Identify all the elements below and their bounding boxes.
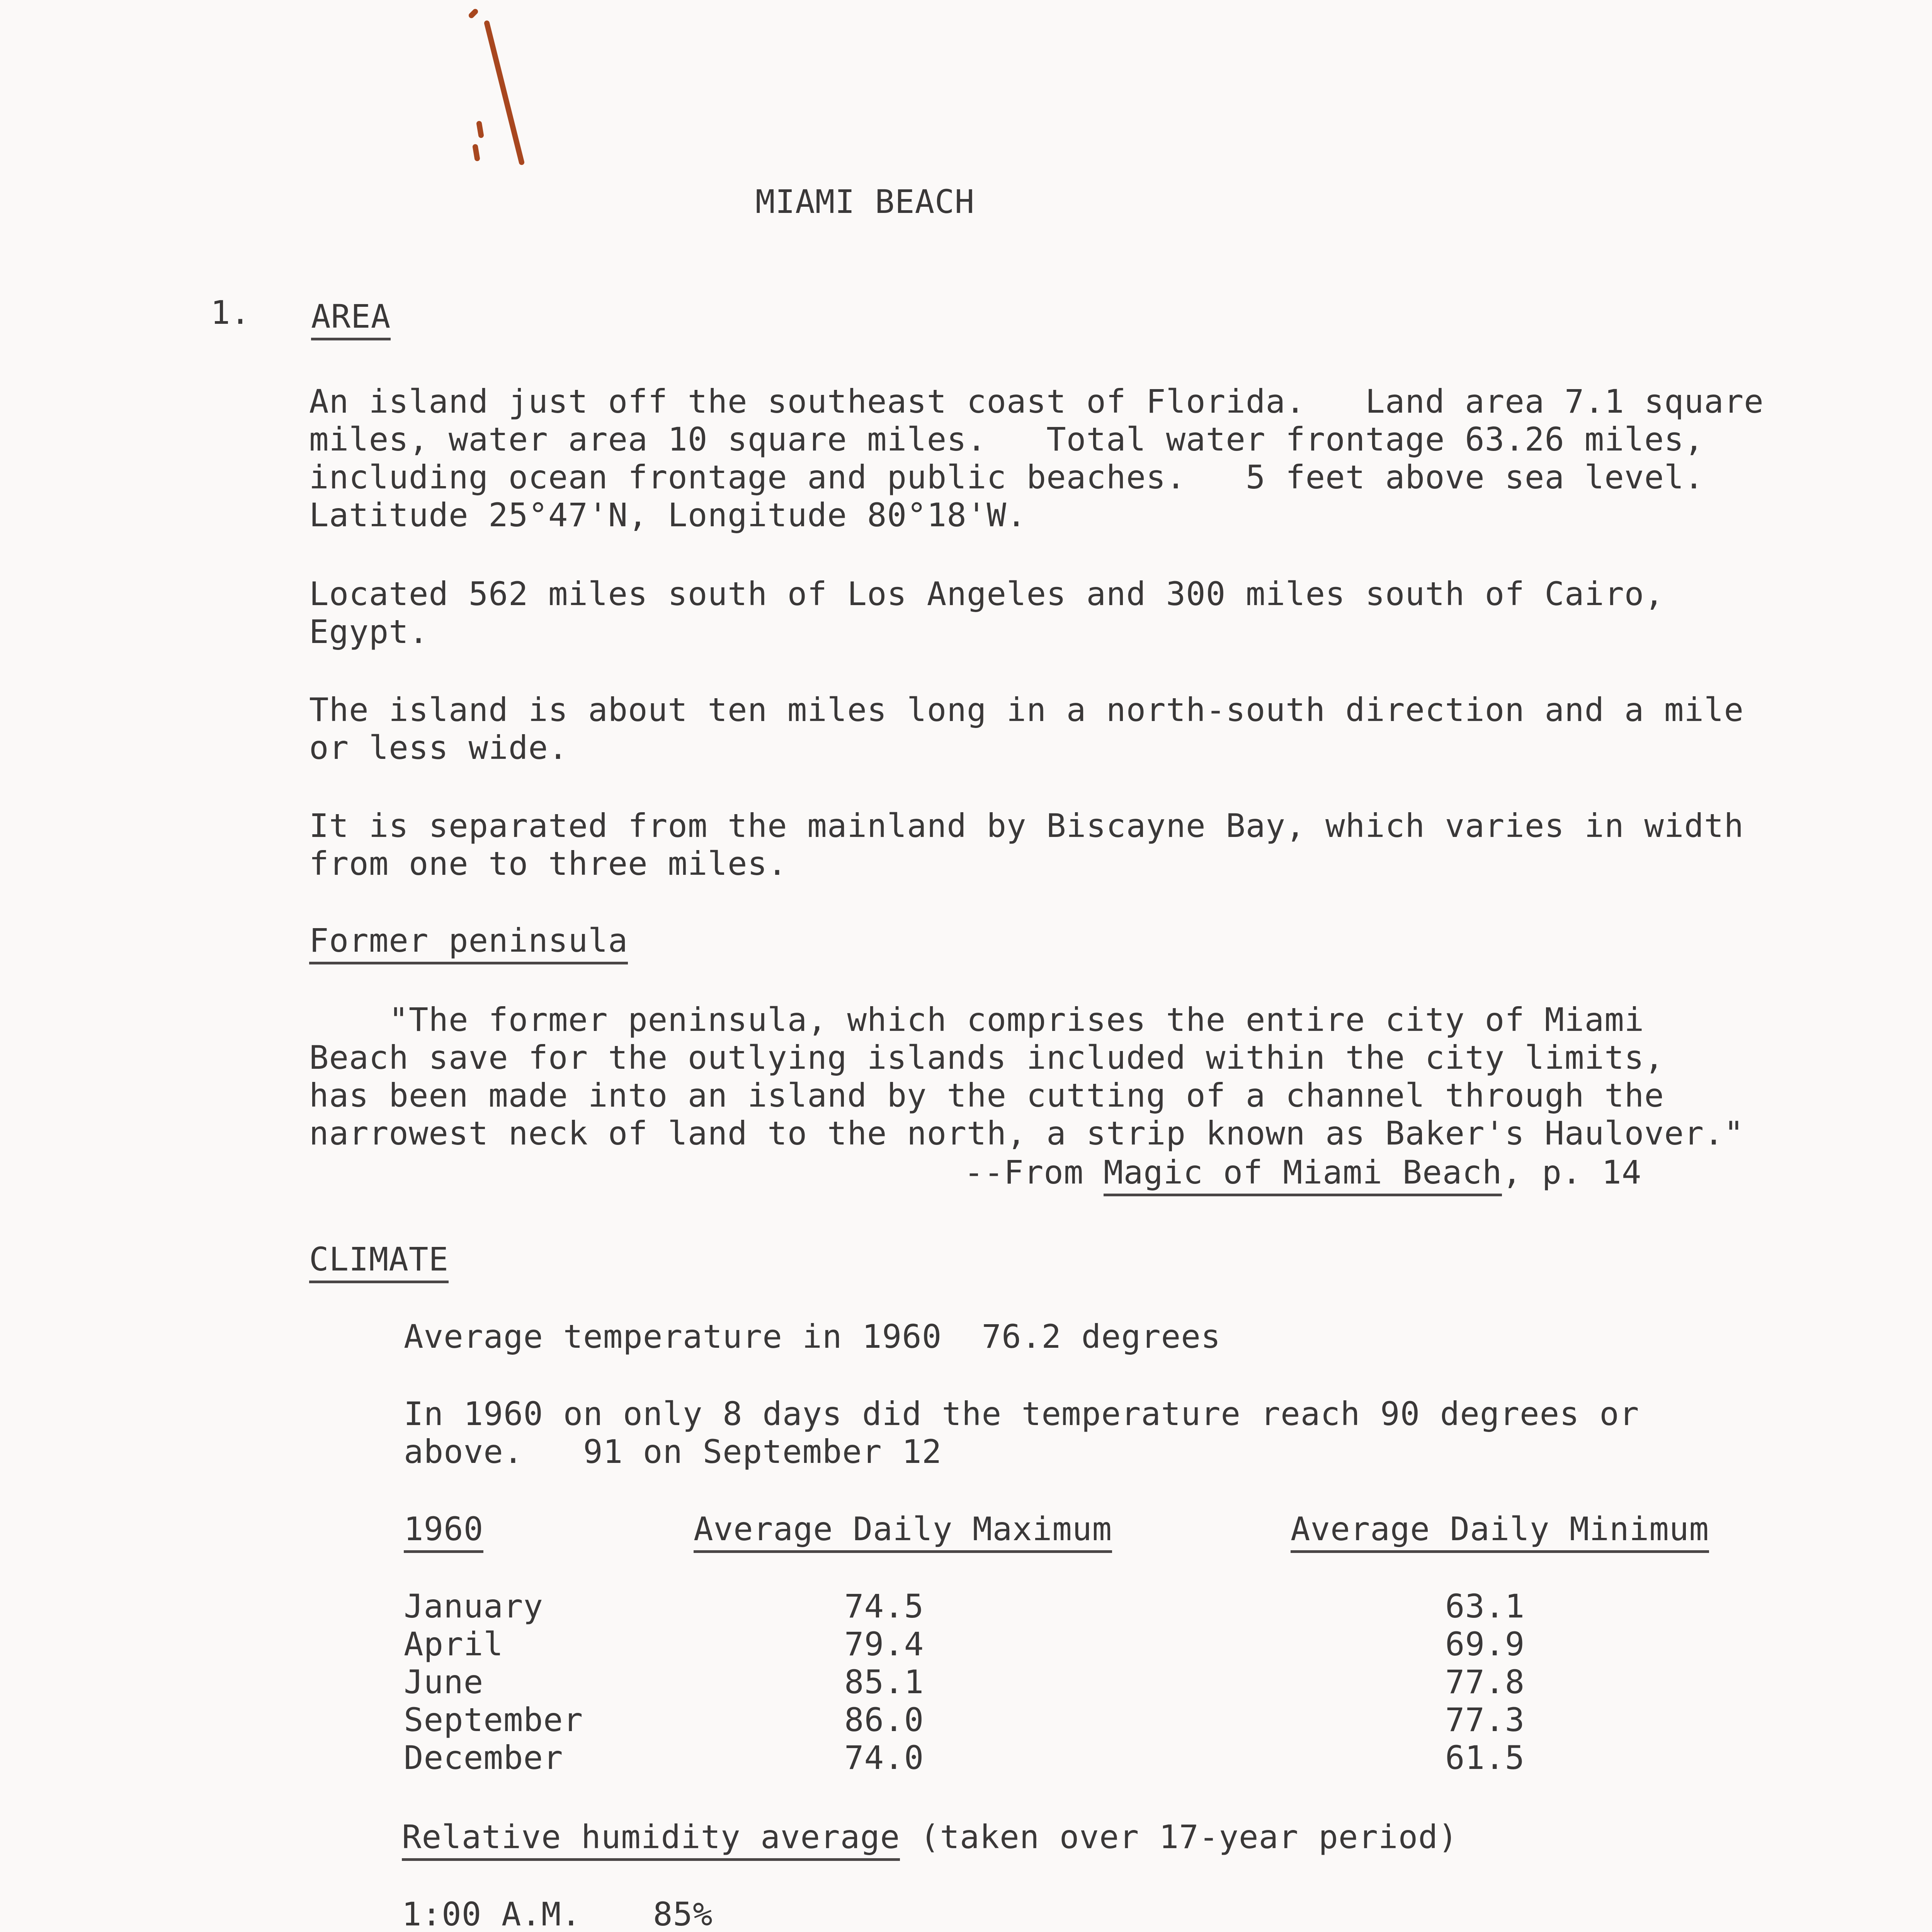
avg-temperature: Average temperature in 1960 76.2 degrees (404, 1318, 1221, 1355)
table-row-min: 77.3 (1445, 1701, 1525, 1739)
page-title: MIAMI BEACH (755, 183, 975, 221)
hot-days-line: above. 91 on September 12 (404, 1433, 942, 1471)
table-header-year: 1960 (404, 1510, 483, 1553)
table-row-min: 69.9 (1445, 1625, 1525, 1663)
area-p3-line: or less wide. (309, 729, 568, 767)
table-header-max: Average Daily Maximum (694, 1510, 1112, 1553)
area-p1-line: including ocean frontage and public beaches. 5 feet above sea level. (309, 458, 1704, 496)
source-suffix: , p. 14 (1502, 1153, 1642, 1191)
humidity-label: Relative humidity average (402, 1818, 900, 1861)
peninsula-quote-line: narrowest neck of land to the north, a strip known as Baker's Haulover." (309, 1114, 1744, 1152)
table-row-month: April (404, 1625, 503, 1663)
table-row-min: 77.8 (1445, 1663, 1525, 1701)
rust-stain-mark (464, 8, 549, 170)
area-p3-line: The island is about ten miles long in a north-south direction and a mile (309, 691, 1744, 729)
area-p1-line: miles, water area 10 square miles. Total water frontage 63.26 miles, (309, 420, 1704, 458)
hot-days-line: In 1960 on only 8 days did the temperature reach 90 degrees or (404, 1395, 1639, 1433)
table-row-max: 85.1 (844, 1663, 924, 1701)
humidity-time: 1:00 A.M. (402, 1895, 582, 1932)
table-row-max: 86.0 (844, 1701, 924, 1739)
table-row-month: September (404, 1701, 583, 1739)
climate-heading: CLIMATE (309, 1240, 449, 1283)
peninsula-heading: Former peninsula (309, 922, 628, 964)
humidity-heading (402, 1818, 1458, 1856)
peninsula-quote-line: "The former peninsula, which comprises the entire city of Miami (309, 1001, 1645, 1039)
area-p1-line: An island just off the southeast coast of Florida. Land area 7.1 square (309, 383, 1764, 420)
area-p4-line: from one to three miles. (309, 845, 787, 883)
table-header-min: Average Daily Minimum (1291, 1510, 1709, 1553)
peninsula-quote-line: has been made into an island by the cutting of a channel through the (309, 1077, 1664, 1114)
table-row-month: December (404, 1739, 563, 1777)
source-title: Magic of Miami Beach (1104, 1153, 1502, 1196)
area-p1-line: Latitude 25°47'N, Longitude 80°18'W. (309, 496, 1027, 534)
table-row-max: 74.0 (844, 1739, 924, 1777)
area-p2-line: Located 562 miles south of Los Angeles and 300 miles south of Cairo, (309, 575, 1664, 613)
peninsula-quote-line: Beach save for the outlying islands included within the city limits, (309, 1039, 1664, 1077)
section-number: 1. (211, 294, 251, 332)
source-prefix: --From (964, 1153, 1104, 1191)
table-row-month: January (404, 1587, 544, 1625)
table-row-max: 79.4 (844, 1625, 924, 1663)
humidity-value: 85% (653, 1895, 713, 1932)
table-row-max: 74.5 (844, 1587, 924, 1625)
table-row-min: 61.5 (1445, 1739, 1525, 1777)
area-heading: AREA (311, 298, 391, 340)
peninsula-source (964, 1153, 1641, 1191)
area-p4-line: It is separated from the mainland by Biscayne Bay, which varies in width (309, 807, 1744, 845)
area-p2-line: Egypt. (309, 613, 429, 651)
table-row-min: 63.1 (1445, 1587, 1525, 1625)
humidity-note: (taken over 17-year period) (900, 1818, 1458, 1856)
table-row-month: June (404, 1663, 484, 1701)
